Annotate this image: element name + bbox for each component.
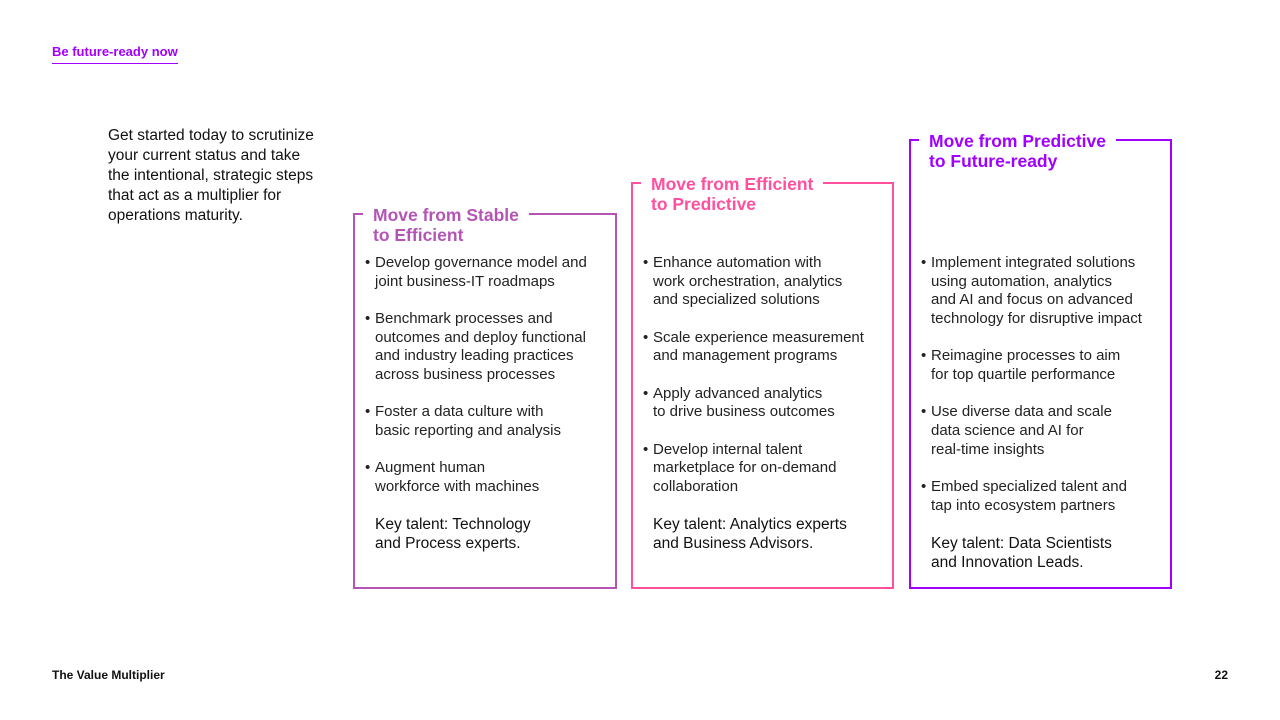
bullet-line: Apply advanced analytics (653, 384, 823, 402)
bullet-line: Reimagine processes to aim (931, 347, 1121, 365)
intro-paragraph (108, 126, 348, 226)
bullet-list (921, 254, 1166, 576)
list-item (365, 403, 611, 440)
page-number: 22 (1214, 668, 1228, 682)
card-stable-to-efficient (353, 205, 617, 589)
key-talent-line: Key talent: Data Scientists (931, 535, 1112, 553)
card-title-line: Move from Predictive (929, 131, 1106, 151)
bullet-line: marketplace for on-demand (653, 459, 837, 477)
bullet-dot: • (643, 328, 649, 346)
list-item (921, 347, 1166, 384)
list-item (643, 254, 888, 310)
list-item (365, 310, 611, 385)
bullet-dot: • (365, 403, 371, 421)
card-title (919, 131, 1116, 171)
list-item (921, 254, 1166, 329)
bullet-line: Foster a data culture with (375, 403, 544, 421)
list-item (643, 329, 888, 366)
card-title (363, 205, 529, 245)
bullet-line: and industry leading practices (375, 347, 574, 365)
bullet-line: technology for disruptive impact (931, 310, 1142, 328)
intro-line: Get started today to scrutinize (108, 127, 314, 144)
bullet-line: Enhance automation with (653, 254, 822, 271)
list-item (643, 385, 888, 422)
bullet-list (365, 254, 611, 557)
bullet-dot: • (365, 254, 371, 271)
bullet-line: and specialized solutions (653, 291, 820, 309)
bullet-line: and management programs (653, 347, 838, 365)
card-title-line: to Predictive (651, 194, 757, 214)
bullet-line: Develop internal talent (653, 440, 803, 458)
bullet-dot: • (921, 478, 927, 496)
bullet-line: to drive business outcomes (653, 403, 835, 421)
bullet-line: basic reporting and analysis (375, 422, 561, 440)
bullet-dot: • (643, 440, 649, 458)
key-talent-line: and Innovation Leads. (931, 554, 1084, 572)
bullet-line: Use diverse data and scale (931, 403, 1112, 421)
bullet-line: real-time insights (931, 440, 1045, 458)
card-title-line: Move from Efficient (651, 174, 814, 194)
card-title-line: to Future-ready (929, 151, 1058, 171)
bullet-line: Augment human (375, 459, 486, 477)
list-item (365, 459, 611, 496)
card-efficient-to-predictive (631, 174, 894, 589)
bullet-dot: • (921, 403, 927, 421)
card-predictive-to-future-ready (909, 131, 1172, 589)
key-talent (921, 534, 1166, 572)
bullet-line: Implement integrated solutions (931, 254, 1136, 271)
bullet-dot: • (643, 254, 649, 271)
key-talent (643, 515, 888, 553)
list-item (921, 403, 1166, 459)
bullet-line: Benchmark processes and (375, 310, 553, 327)
bullet-line: across business processes (375, 366, 556, 384)
bullet-line: data science and AI for (931, 422, 1084, 440)
bullet-line: outcomes and deploy functional (375, 328, 586, 346)
bullet-line: joint business-IT roadmaps (375, 272, 555, 290)
bullet-line: for top quartile performance (931, 366, 1116, 384)
bullet-dot: • (365, 459, 371, 477)
intro-line: that act as a multiplier for (108, 187, 282, 204)
intro-line: the intentional, strategic steps (108, 167, 314, 184)
list-item (643, 441, 888, 497)
bullet-line: Develop governance model and (375, 254, 587, 271)
bullet-line: Scale experience measurement (653, 328, 864, 346)
card-title-line: Move from Stable (373, 205, 519, 225)
key-talent-line: and Business Advisors. (653, 535, 814, 553)
bullet-dot: • (921, 254, 927, 271)
bullet-line: Embed specialized talent and (931, 478, 1127, 496)
bullet-line: tap into ecosystem partners (931, 496, 1116, 514)
bullet-line: collaboration (653, 478, 739, 496)
bullet-line: work orchestration, analytics (653, 272, 843, 290)
section-link-be-future-ready[interactable]: Be future-ready now (52, 44, 178, 64)
bullet-line: workforce with machines (375, 478, 540, 496)
card-title (641, 174, 823, 214)
bullet-line: and AI and focus on advanced (931, 291, 1133, 309)
bullet-dot: • (921, 347, 927, 365)
key-talent-line: Key talent: Analytics experts (653, 516, 847, 534)
intro-line: operations maturity. (108, 207, 243, 224)
bullet-list (643, 254, 888, 557)
bullet-dot: • (643, 384, 649, 402)
list-item (365, 254, 611, 291)
footer-document-title: The Value Multiplier (52, 668, 165, 682)
key-talent (365, 515, 611, 553)
intro-line: your current status and take (108, 147, 301, 164)
bullet-line: using automation, analytics (931, 272, 1112, 290)
card-title-line: to Efficient (373, 225, 464, 245)
bullet-dot: • (365, 310, 371, 327)
list-item (921, 478, 1166, 515)
key-talent-line: and Process experts. (375, 535, 521, 553)
key-talent-line: Key talent: Technology (375, 516, 531, 534)
